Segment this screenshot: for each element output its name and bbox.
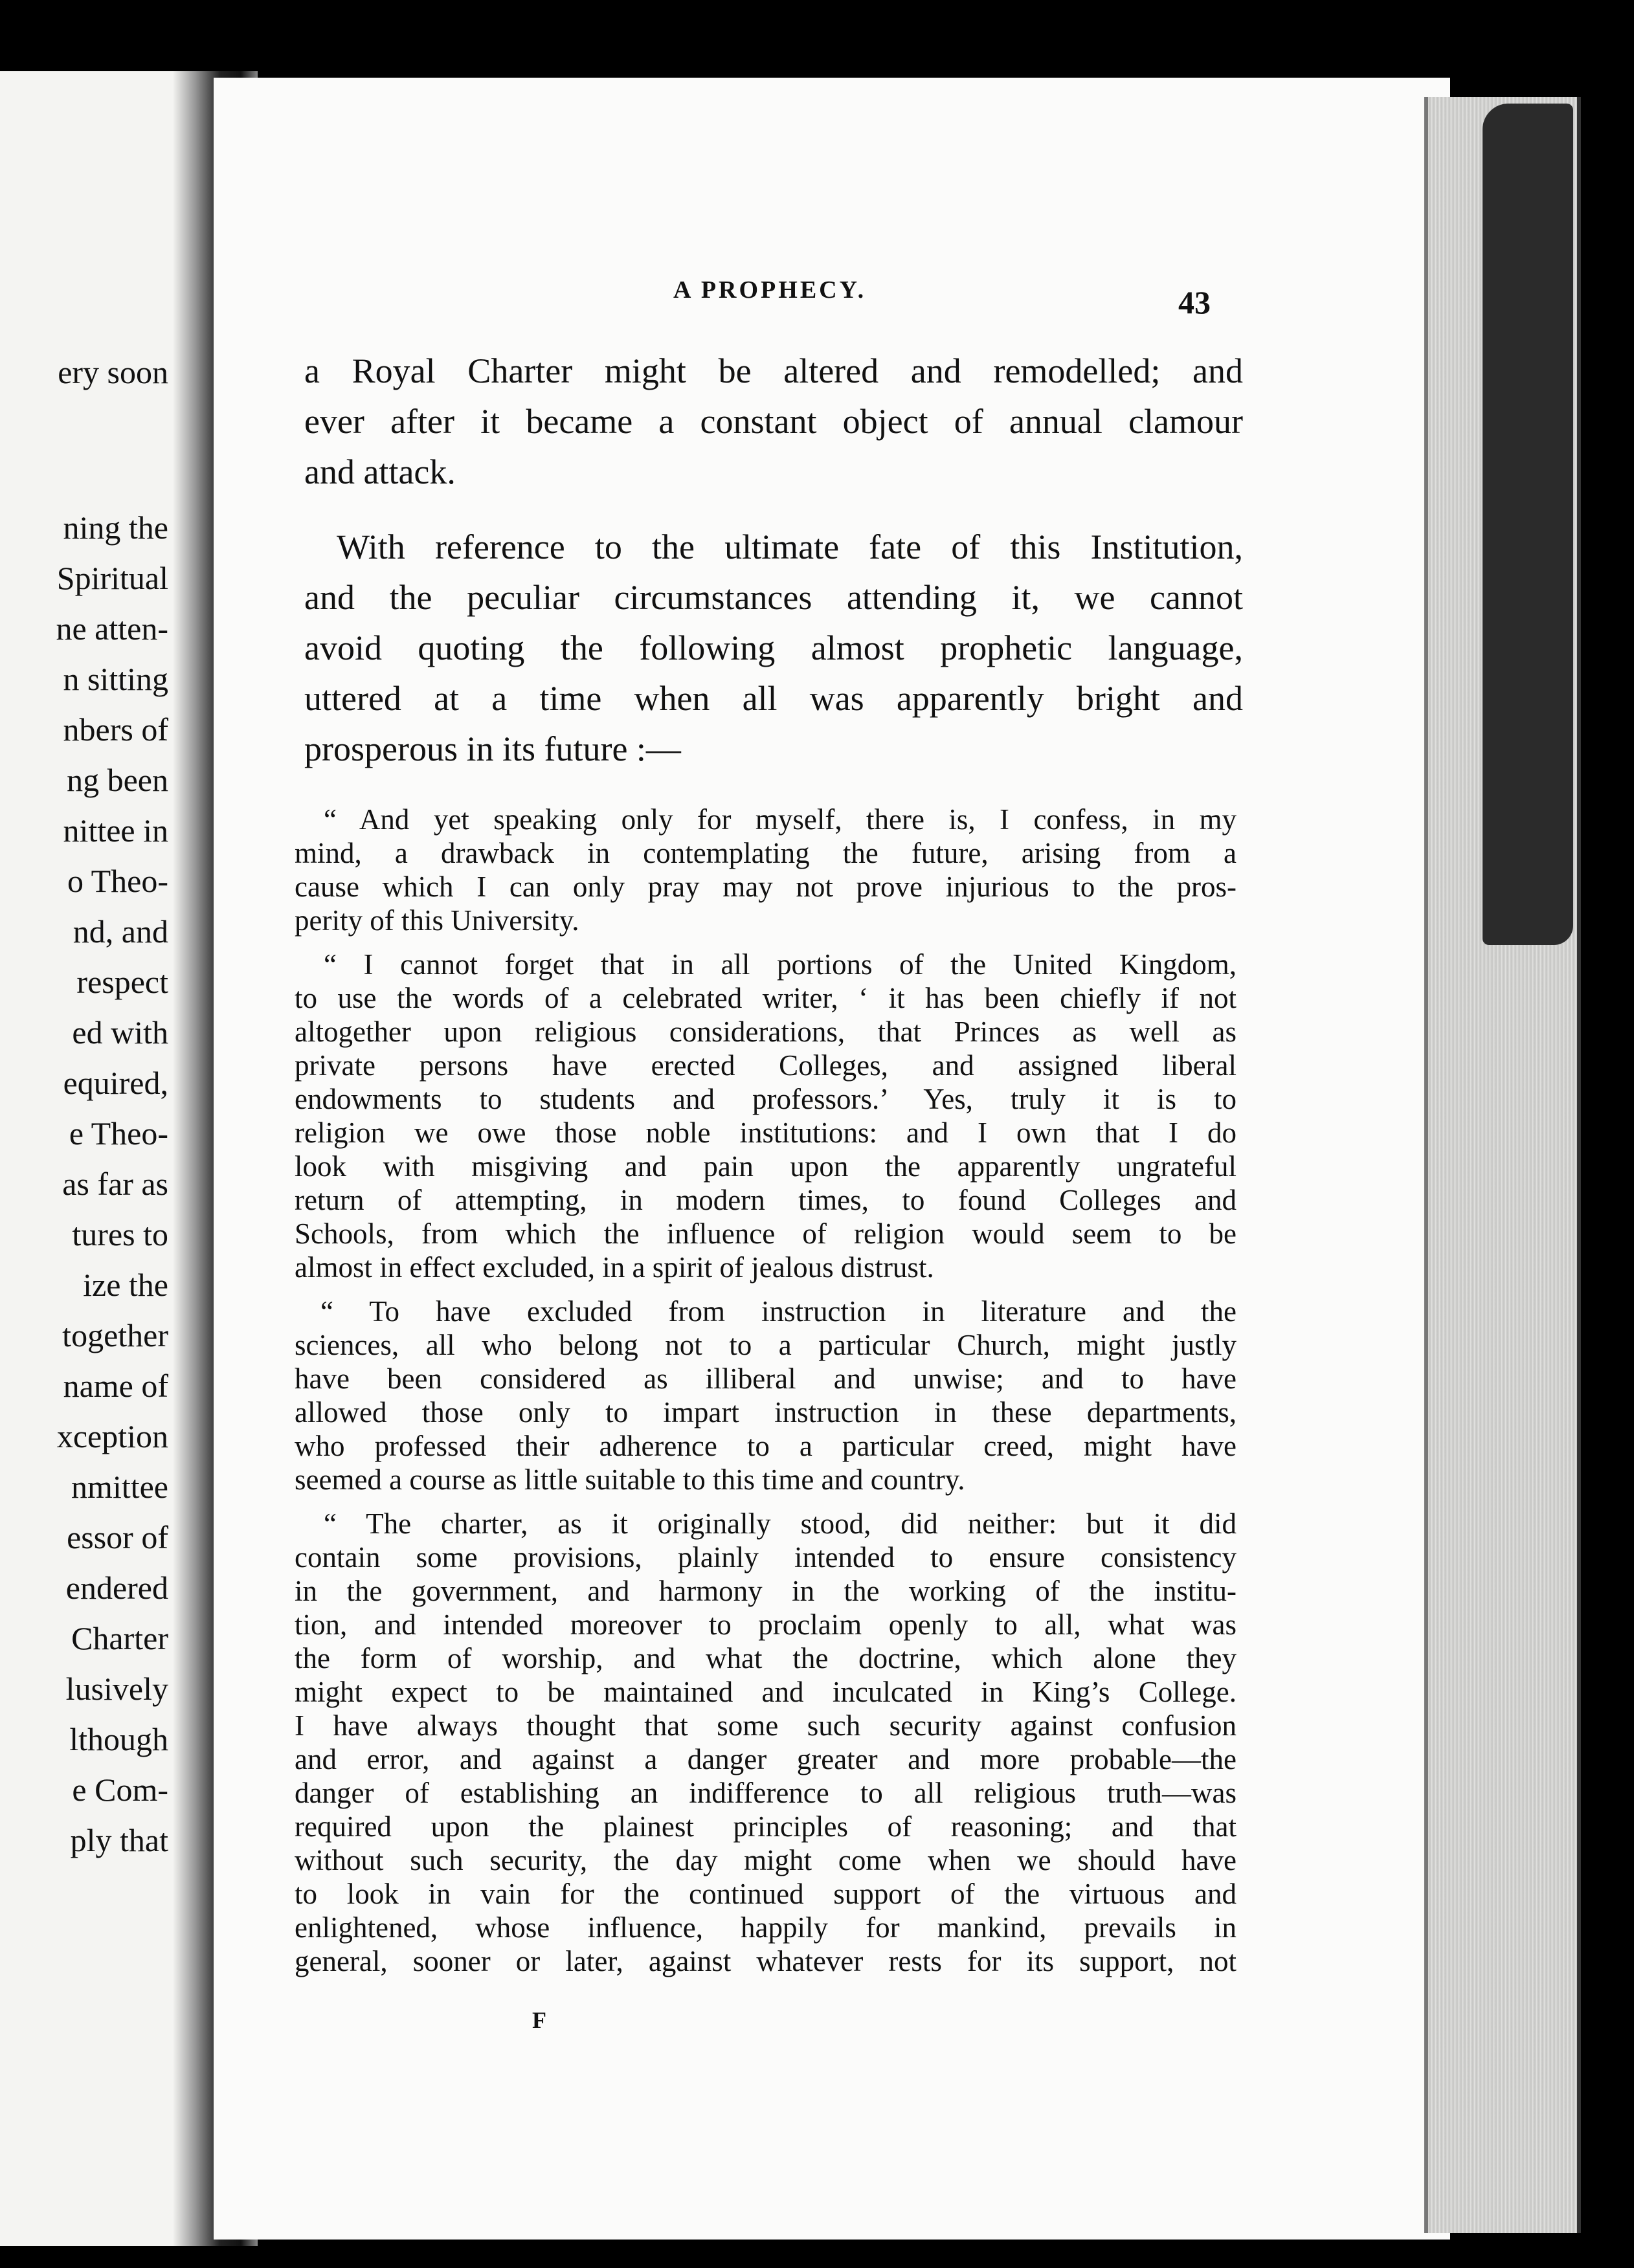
quote-line: look with misgiving and pain upon the apparently ungrateful <box>295 1150 1237 1183</box>
quote-line: without such security, the day might come when we should have <box>295 1844 1237 1876</box>
book-edge-binding <box>1483 104 1573 945</box>
quote-line: the form of worship, and what the doctrine, which alone they <box>295 1642 1237 1674</box>
facing-page-line: e Com- <box>72 1772 168 1808</box>
quote-line: in the government, and harmony in the working of the institu- <box>295 1575 1237 1607</box>
facing-page-line: as far as <box>62 1166 168 1202</box>
body-line: uttered at a time when all was apparently bright and <box>304 679 1243 718</box>
quote-line: to look in vain for the continued support of the virtuous and <box>295 1878 1237 1910</box>
facing-page-line: n sitting <box>63 661 168 697</box>
facing-page-line: ply that <box>70 1822 168 1858</box>
quote-line: and error, and against a danger greater and more probable—the <box>295 1743 1237 1775</box>
quote-line: who professed their adherence to a particular creed, might have <box>295 1430 1237 1462</box>
quote-line: cause which I can only pray may not prove injurious to the pros- <box>295 871 1237 903</box>
quote-line: private persons have erected Colleges, and assigned liberal <box>295 1049 1237 1082</box>
quote-line: might expect to be maintained and inculcated in King’s College. <box>295 1676 1237 1708</box>
quote-line: danger of establishing an indifference to all religious truth—was <box>295 1777 1237 1809</box>
body-line: With reference to the ultimate fate of this Institution, <box>337 528 1243 566</box>
facing-page-line: ery soon <box>58 354 168 390</box>
quote-line: seemed a course as little suitable to this time and country. <box>295 1463 965 1496</box>
facing-page-line: ning the <box>63 509 168 546</box>
running-title: A PROPHECY. <box>673 276 867 304</box>
quote-line: sciences, all who belong not to a particular Church, might justly <box>295 1329 1237 1361</box>
quote-line: “ And yet speaking only for myself, there is, I confess, in my <box>324 803 1237 836</box>
facing-page <box>0 71 194 2246</box>
signature-mark: F <box>532 2007 546 2033</box>
facing-page-line: essor of <box>67 1519 168 1555</box>
quote-line: tion, and intended moreover to proclaim openly to all, what was <box>295 1608 1237 1641</box>
quote-line: allowed those only to impart instruction in these departments, <box>295 1396 1237 1429</box>
quote-line: return of attempting, in modern times, to found Colleges and <box>295 1184 1237 1216</box>
body-line: and the peculiar circumstances attending it, we cannot <box>304 578 1243 617</box>
quote-line: Schools, from which the influence of religion would seem to be <box>295 1217 1237 1250</box>
quote-line: endowments to students and professors.’ Yes, truly it is to <box>295 1083 1237 1115</box>
facing-page-line: endered <box>65 1570 168 1606</box>
quote-line: to use the words of a celebrated writer, ‘ it has been chiefly if not <box>295 982 1237 1014</box>
facing-page-line: ed with <box>72 1014 168 1051</box>
facing-page-line: Charter <box>71 1620 168 1656</box>
facing-page-line: lusively <box>65 1671 168 1707</box>
quote-line: religion we owe those noble institutions: and I own that I do <box>295 1117 1237 1149</box>
body-line: prosperous in its future :— <box>304 729 681 768</box>
quote-line: “ The charter, as it originally stood, did neither: but it did <box>324 1507 1237 1540</box>
facing-page-line: equired, <box>63 1065 168 1101</box>
facing-page-line: name of <box>63 1368 168 1404</box>
facing-page-line: xception <box>56 1418 168 1454</box>
quote-line: mind, a drawback in contemplating the future, arising from a <box>295 837 1237 869</box>
facing-page-line: nmittee <box>71 1469 168 1505</box>
facing-page-line: nd, and <box>73 913 168 950</box>
facing-page-line: respect <box>76 964 168 1000</box>
quote-line: I have always thought that some such security against confusion <box>295 1709 1237 1742</box>
quote-line: altogether upon religious considerations, that Princes as well as <box>295 1016 1237 1048</box>
quote-line: have been considered as illiberal and unwise; and to have <box>295 1362 1237 1395</box>
facing-page-line: e Theo- <box>69 1115 168 1151</box>
page-number: 43 <box>1178 284 1211 320</box>
facing-page-line: o Theo- <box>67 863 168 899</box>
facing-page-line: together <box>62 1317 168 1353</box>
facing-page-line: tures to <box>72 1216 168 1252</box>
body-line: ever after it became a constant object of annual clamour <box>304 402 1243 441</box>
facing-page-line: ne atten- <box>56 610 168 647</box>
quote-line: “ To have excluded from instruction in literature and the <box>320 1295 1237 1328</box>
quote-line: almost in effect excluded, in a spirit of jealous distrust. <box>295 1251 934 1284</box>
facing-page-line: Spiritual <box>56 560 168 596</box>
quote-line: enlightened, whose influence, happily for mankind, prevails in <box>295 1911 1237 1944</box>
facing-page-line: ize the <box>83 1267 168 1303</box>
quote-line: required upon the plainest principles of reasoning; and that <box>295 1810 1237 1843</box>
facing-page-line: nittee in <box>63 812 168 849</box>
quote-line: “ I cannot forget that in all portions of the United Kingdom, <box>324 948 1237 981</box>
body-line: and attack. <box>304 452 456 491</box>
body-line: a Royal Charter might be altered and remodelled; and <box>304 351 1243 390</box>
quote-line: general, sooner or later, against whatever rests for its support, not <box>295 1945 1237 1977</box>
quote-line: perity of this University. <box>295 904 579 937</box>
quote-line: contain some provisions, plainly intended to ensure consistency <box>295 1541 1237 1573</box>
facing-page-line: ng been <box>67 762 168 798</box>
facing-page-line: nbers of <box>63 711 168 748</box>
facing-page-line: lthough <box>69 1721 168 1757</box>
body-line: avoid quoting the following almost prophetic language, <box>304 628 1243 667</box>
